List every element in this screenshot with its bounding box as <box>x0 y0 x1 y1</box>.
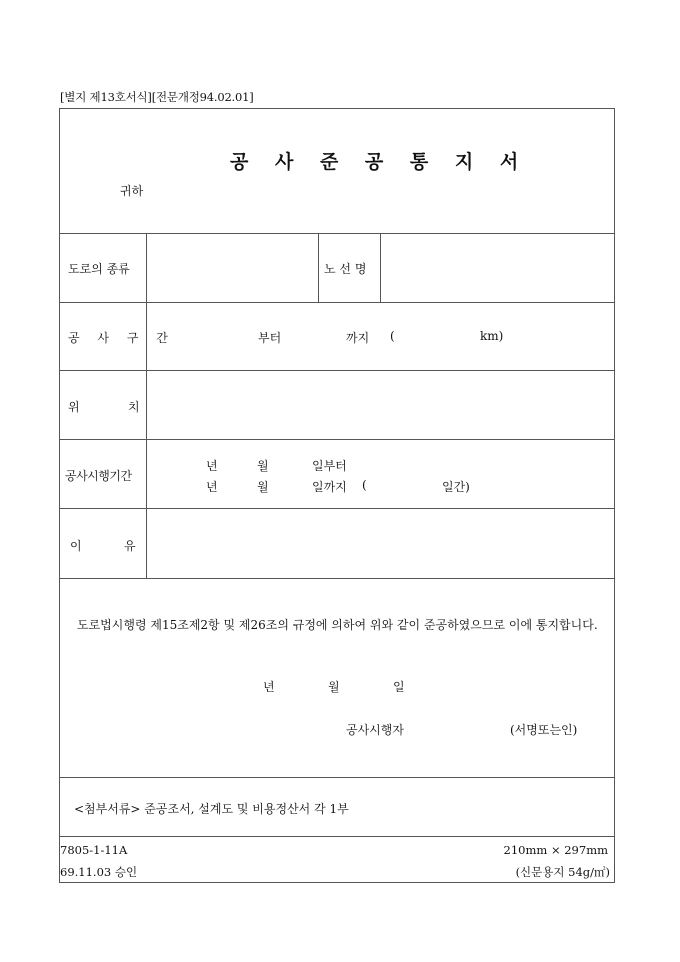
attachments-text: <첨부서류> 준공조서, 설계도 및 비용정산서 각 1부 <box>74 802 349 816</box>
section-to-text: 까지 <box>346 331 370 345</box>
divider <box>60 777 614 778</box>
period-start-month: 월 <box>257 459 269 473</box>
period-end-day: 일까지 <box>312 480 347 494</box>
divider <box>60 439 614 440</box>
divider <box>60 302 614 303</box>
form-code: [별지 제13호서식][전문개정94.02.01] <box>60 90 254 104</box>
footer-approval: 69.11.03 승인 <box>60 865 138 879</box>
route-name-field[interactable] <box>382 235 612 300</box>
road-type-label: 도로의 종류 <box>68 262 130 276</box>
applicant-label: 공사시행자 <box>346 723 404 737</box>
divider <box>60 370 614 371</box>
notice-text: 도로법시행령 제15조제2항 및 제26조의 규정에 의하여 위와 같이 준공하였으므로 이에 통지합니다. <box>77 618 598 632</box>
column-divider <box>146 233 147 578</box>
reason-label-left: 이 <box>70 539 82 553</box>
footer-paper-size: 210mm × 297mm <box>503 843 608 857</box>
route-name-label: 노 선 명 <box>324 262 367 276</box>
period-days-field[interactable] <box>372 475 440 495</box>
column-divider <box>380 233 381 302</box>
reason-field[interactable] <box>148 510 612 576</box>
section-paren-open: ( <box>390 329 395 343</box>
location-label-left: 위 <box>68 400 80 414</box>
period-end-year: 년 <box>206 480 218 494</box>
road-type-field[interactable] <box>148 235 316 300</box>
footer-paper-spec: (신문용지 54g/㎡) <box>515 865 610 879</box>
divider <box>60 233 614 234</box>
footer-form-code: 7805-1-11A <box>60 843 128 857</box>
divider <box>60 578 614 579</box>
location-field[interactable] <box>148 372 612 437</box>
period-days-unit: 일간) <box>442 480 470 494</box>
period-start-year: 년 <box>206 459 218 473</box>
period-start-day: 일부터 <box>312 459 347 473</box>
divider <box>60 836 614 837</box>
column-divider <box>318 233 319 302</box>
location-label-right: 치 <box>128 400 140 414</box>
notice-date-month: 월 <box>328 680 340 694</box>
recipient-suffix: 귀하 <box>120 184 144 198</box>
section-start-field[interactable] <box>148 304 256 368</box>
notice-date-year: 년 <box>263 680 275 694</box>
notice-date-day: 일 <box>393 680 405 694</box>
period-paren-open: ( <box>362 478 367 492</box>
section-label: 공 사 구 간 <box>68 331 175 345</box>
section-km-unit: km) <box>480 329 504 343</box>
section-from-text: 부터 <box>258 331 282 345</box>
period-year-fields[interactable] <box>148 449 204 499</box>
signature-label: (서명또는인) <box>510 723 578 737</box>
period-end-month: 월 <box>257 480 269 494</box>
section-length-field[interactable] <box>402 314 472 354</box>
notice-form <box>59 108 615 883</box>
reason-label-right: 유 <box>124 539 136 553</box>
divider <box>60 508 614 509</box>
form-title: 공 사 준 공 통 지 서 <box>230 151 529 173</box>
period-label: 공사시행기간 <box>65 469 132 483</box>
